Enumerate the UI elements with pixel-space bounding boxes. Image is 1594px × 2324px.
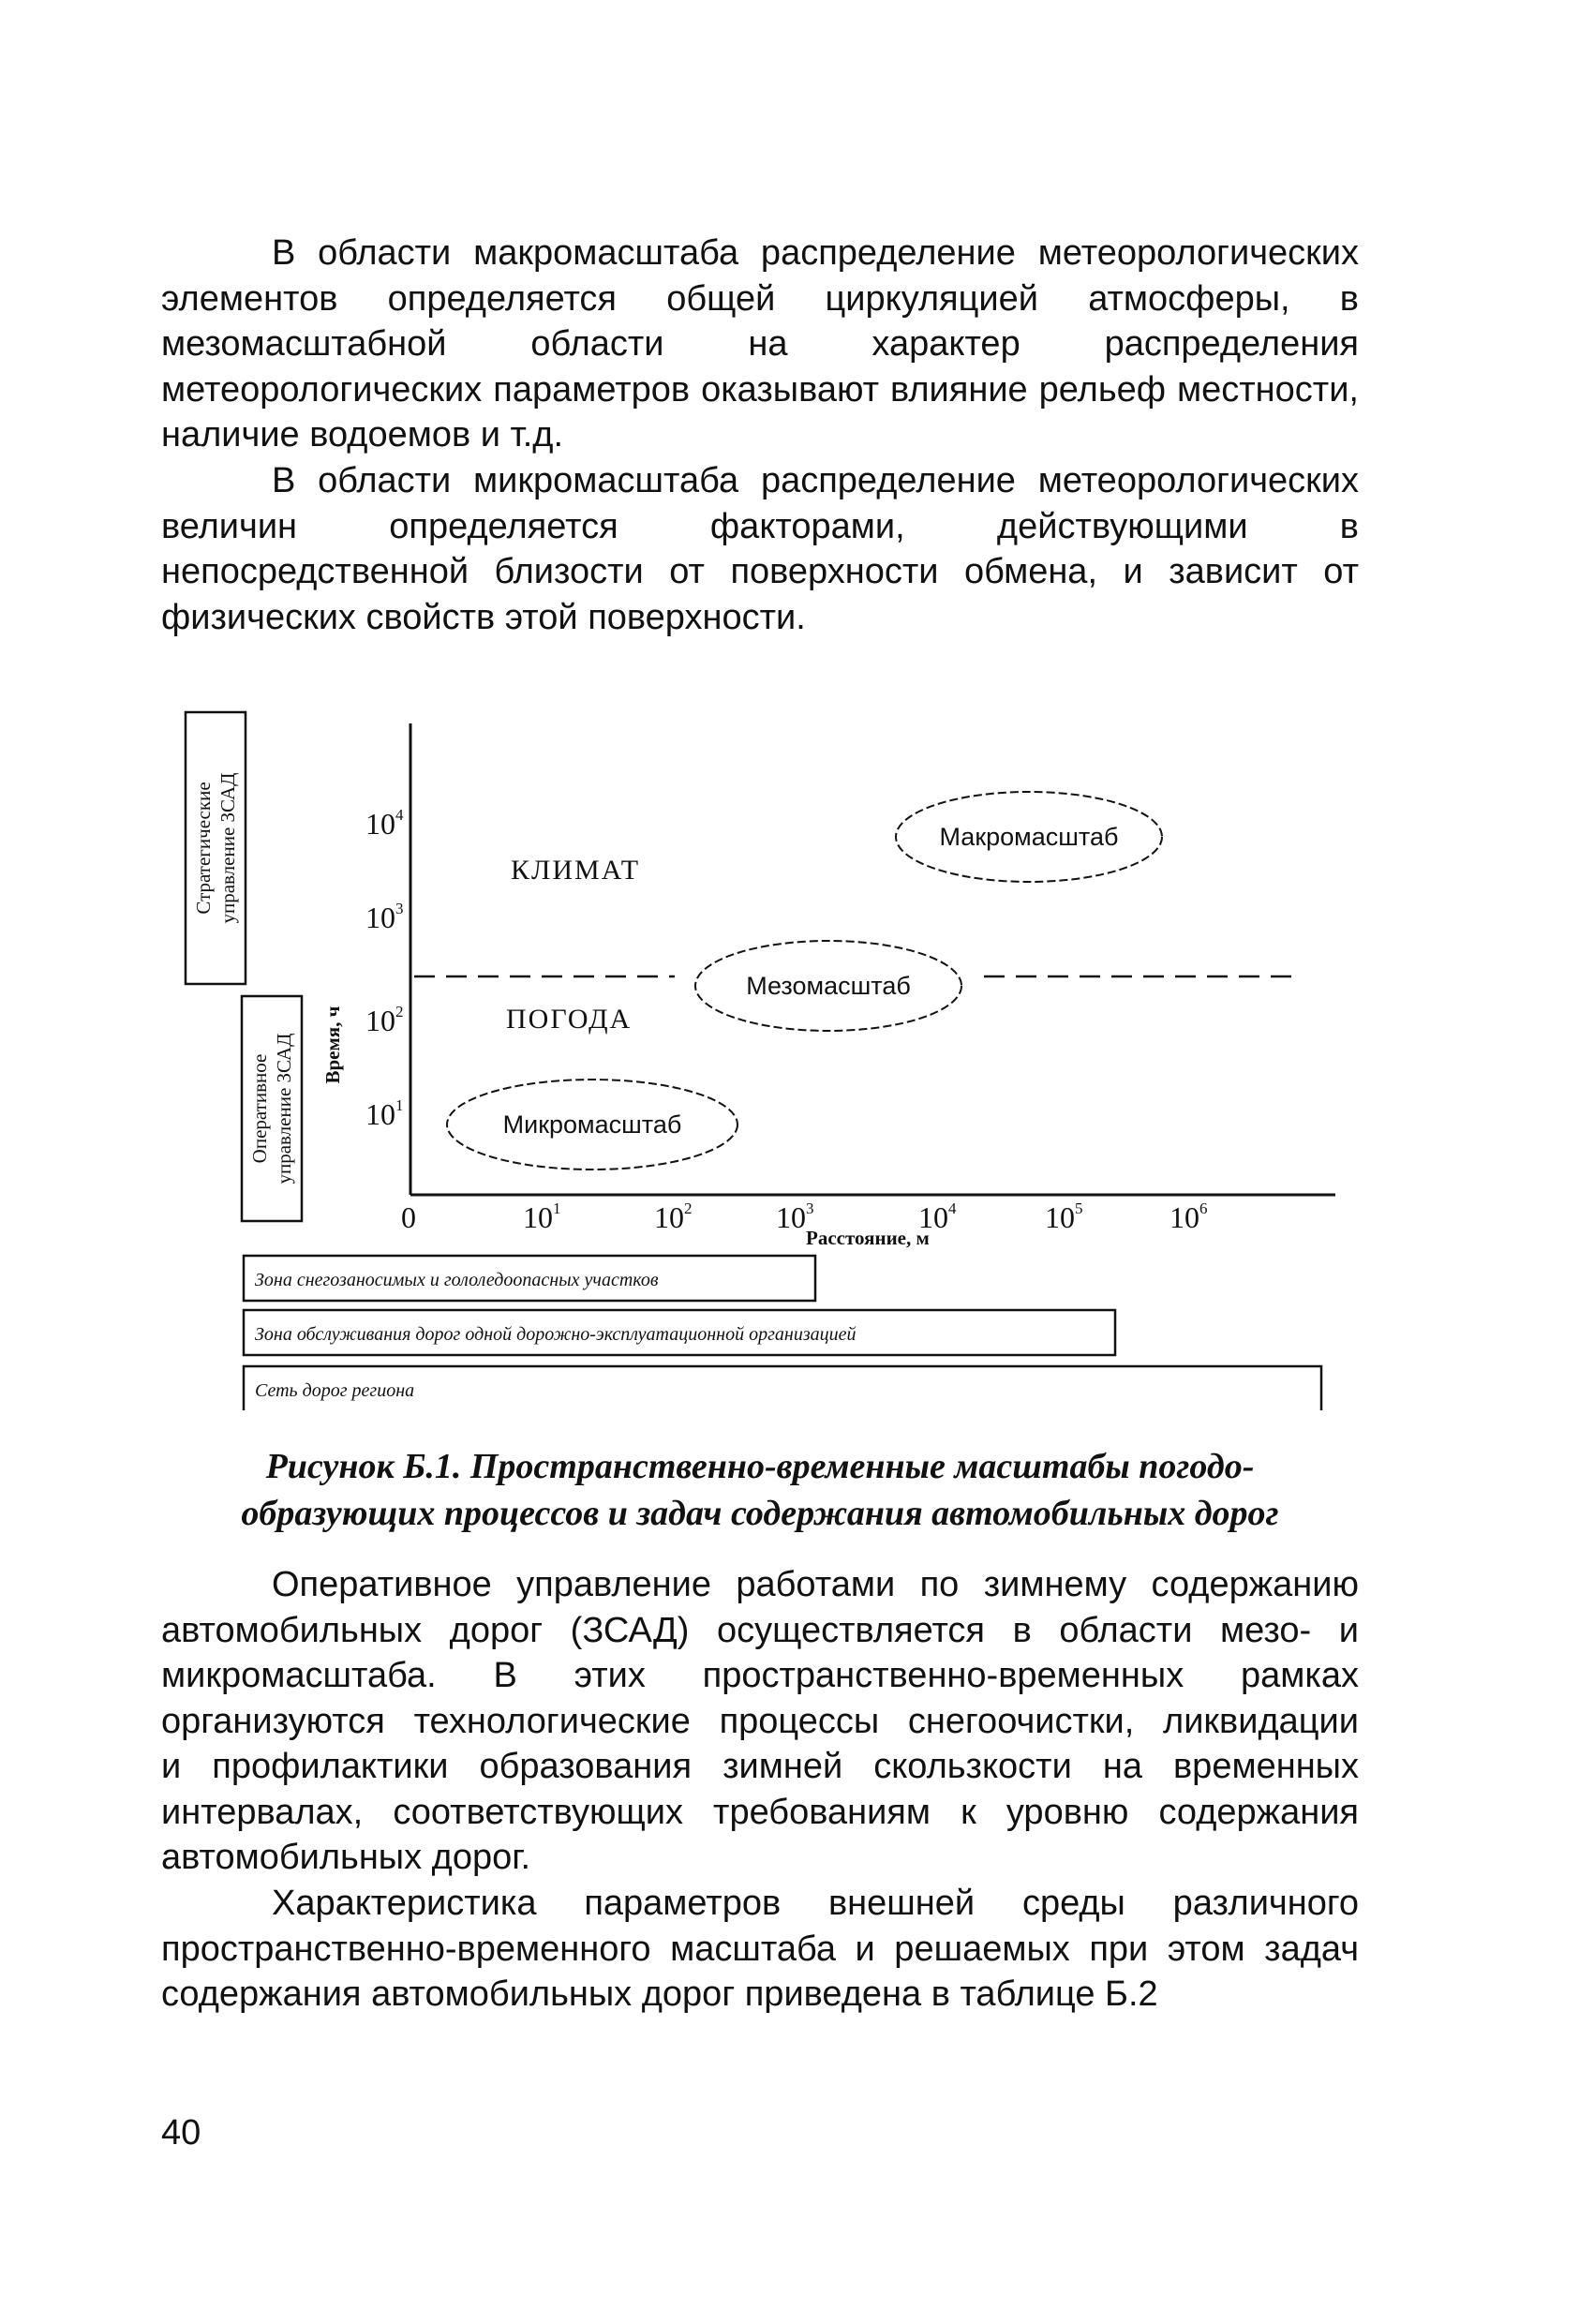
- scale-diagram: [169, 698, 1359, 1420]
- text-line: величин определяется факторами, действующими в: [161, 506, 1359, 546]
- operational-box-line-1: Оперативное: [248, 1053, 271, 1164]
- weather-label: ПОГОДА: [506, 1004, 633, 1035]
- x-tick-label: $10^3$: [776, 1199, 814, 1234]
- caption-line-2: образующих процессов и задач содержания автомобильных дорог: [241, 1494, 1279, 1533]
- operational-box-line-2: управление ЗСАД: [273, 1033, 295, 1184]
- text-line: Оперативное управление работами по зимнему содержанию: [272, 1565, 1359, 1604]
- microscale-label: Микромасштаб: [502, 1110, 682, 1139]
- paragraph-4: [161, 1881, 1359, 2018]
- bar-service-zone: [244, 1310, 1115, 1355]
- paragraph-1: [161, 231, 1359, 458]
- mesoscale-label: Мезомасштаб: [746, 972, 911, 1000]
- strategic-management-box: [186, 712, 246, 984]
- text-line: В области макромасштаба распределение метеорологических: [272, 233, 1359, 273]
- bar-regional-network: [244, 1366, 1321, 1410]
- x-tick-label: $10^6$: [1169, 1199, 1208, 1234]
- text-line: наличие водоемов и т.д.: [161, 415, 564, 454]
- operational-management-box: [242, 996, 302, 1221]
- text-line: элементов определяется общей циркуляцией атмосферы, в: [161, 278, 1359, 319]
- text-line: физических свойств этой поверхности.: [161, 597, 806, 637]
- y-axis-label: Время, ч: [321, 1006, 344, 1084]
- x-tick-label: $10^1$: [523, 1199, 561, 1234]
- text-line: интервалах, соответствующих требованиям к уровню содержания: [161, 1792, 1359, 1832]
- microscale-ellipse: [447, 1080, 737, 1169]
- text-line: микромасштаба. В этих пространственно-временных рамках: [161, 1656, 1359, 1695]
- text-line: автомобильных дорог.: [161, 1838, 531, 1877]
- text-line: мезомасштабной области на характер распределения: [161, 324, 1359, 364]
- y-tick-label: $10^3$: [365, 900, 404, 934]
- page-number: 40: [161, 2113, 201, 2153]
- x-tick-label: $10^2$: [654, 1199, 693, 1234]
- text-line: В области микромасштаба распределение метеорологических: [272, 461, 1359, 500]
- x-tick-label: $10^4$: [918, 1199, 957, 1234]
- mesoscale-ellipse: [695, 941, 961, 1031]
- text-line: и профилактики образования зимней скользкости на временных: [161, 1747, 1359, 1786]
- bar-snow-zone: [244, 1256, 815, 1301]
- bar-regional-network-label: Сеть дорог региона: [255, 1380, 415, 1401]
- caption-line-1: Рисунок Б.1. Пространственно-временные масштабы погодо-: [265, 1447, 1255, 1486]
- y-tick-labels: [365, 806, 404, 1131]
- x-tick-label: $10^5$: [1045, 1199, 1083, 1234]
- climate-label: КЛИМАТ: [511, 855, 641, 886]
- text-line: пространственно-временного масштаба и решаемых при этом задач: [161, 1929, 1359, 1969]
- x-tick-zero: 0: [401, 1200, 416, 1234]
- text-line: содержания автомобильных дорог приведена в таблице Б.2: [161, 1974, 1158, 2014]
- y-tick-label: $10^2$: [365, 1003, 404, 1037]
- y-tick-label: $10^4$: [365, 806, 404, 841]
- text-line: непосредственной близости от поверхности обмена, и зависит от: [161, 552, 1359, 591]
- bar-snow-zone-label: Зона снегозаносимых и гололедоопасных участков: [255, 1270, 659, 1290]
- text-line: организуются технологические процессы снегоочистки, ликвидации: [161, 1701, 1359, 1741]
- x-tick-labels: [401, 1199, 1208, 1234]
- y-tick-label: $10^1$: [365, 1096, 404, 1131]
- macroscale-label: Макромасштаб: [939, 823, 1119, 851]
- strategic-box-line-2: управление ЗСАД: [216, 772, 239, 924]
- text-line: метеорологических параметров оказывают влияние рельеф местности,: [161, 369, 1359, 410]
- strategic-box-line-1: Стратегические: [192, 782, 215, 915]
- bar-service-zone-label: Зона обслуживания дорог одной дорожно-эксплуатационной организацией: [255, 1324, 857, 1345]
- macroscale-ellipse: [896, 792, 1162, 882]
- paragraph-3: [161, 1562, 1359, 1881]
- figure-caption: [161, 1443, 1359, 1537]
- paragraph-2: [161, 458, 1359, 640]
- text-line: Характеристика параметров внешней среды различного: [272, 1884, 1359, 1923]
- text-line: автомобильных дорог (ЗСАД) осуществляется в области мезо- и: [161, 1610, 1359, 1650]
- x-axis-label: Расстояние, м: [806, 1227, 930, 1249]
